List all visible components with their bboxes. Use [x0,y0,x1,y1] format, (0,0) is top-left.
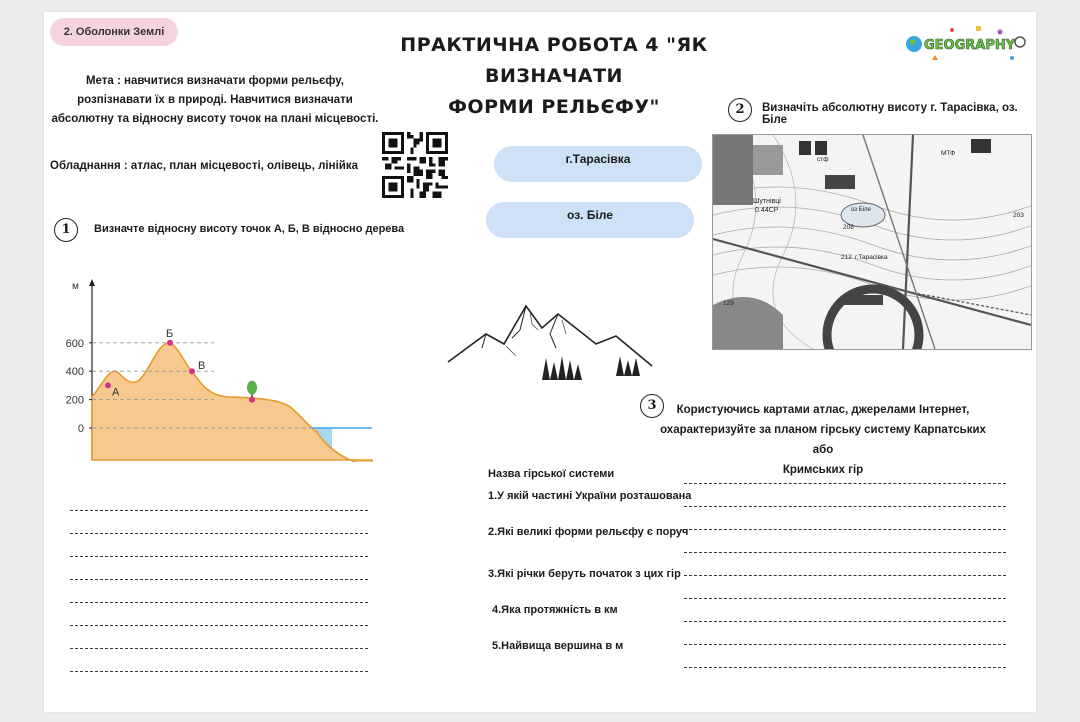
task3-answer-lines [684,482,1006,689]
task3-line-2: охарактеризуйте за планом гірську систему Карпатських або [660,424,986,456]
answer-line[interactable] [684,643,1006,645]
question-2: 2.Які великі форми рельєфу є поруч [488,526,689,538]
y-tick-label: 200 [65,394,84,407]
task3-number: 3 [640,394,664,418]
answer-line[interactable] [70,626,368,649]
map-label: оз Біле [851,207,871,213]
equipment-text: Обладнання : атлас, план місцевості, олівець, лінійка [50,160,358,172]
map-label: 129 [723,300,734,307]
point-marker [105,382,111,388]
map-label: г.Тарасівка [855,254,888,261]
answer-line[interactable] [684,551,1006,553]
y-tick-label: 400 [65,366,84,379]
section-badge: 2. Оболонки Землі [50,18,178,46]
answer-line[interactable] [70,649,368,672]
worksheet-page [44,12,1036,712]
map-label: стф [817,156,829,163]
task1-instruction: Визначте відносну висоту точок А, Б, В відносно дерева [94,223,405,235]
task3-instruction [650,400,996,480]
task2-instruction: Визначіть абсолютну висоту г. Тарасівка, оз. Біле [762,102,1018,126]
point-label: А [112,386,120,399]
answer-line[interactable] [70,488,368,511]
relief-profile-chart [54,272,374,462]
task3-line-1: Користуючись картами атлас, джерелами Інтернет, [676,404,970,416]
answer-line[interactable] [684,482,1006,484]
answer-field-tarasivka[interactable]: г.Тарасівка [494,146,702,182]
svg-text:GEOGRAPHY: GEOGRAPHY [924,38,1016,53]
answer-line[interactable] [684,666,1006,668]
task2-number: 2 [728,98,752,122]
answer-line[interactable] [684,505,1006,507]
point-marker [249,397,255,403]
geography-logo [902,22,1027,66]
y-tick-label: 600 [65,337,84,350]
tree-icon [247,381,257,395]
question-4: 4.Яка протяжність в км [492,604,618,616]
task1-number: 1 [54,218,78,242]
map-label: 208 [843,224,854,231]
answer-line[interactable] [70,603,368,626]
y-axis-label: м [72,281,79,292]
map-label: 203 [1013,212,1024,219]
map-label: 0.44СР [755,207,779,214]
answer-field-bile-lake[interactable]: оз. Біле [486,202,694,238]
question-3: 3.Які річки беруть початок з цих гір [488,568,681,580]
answer-line[interactable] [684,597,1006,599]
qr-code[interactable] [382,132,448,198]
map-label: 212 [841,254,852,261]
answer-line[interactable] [70,534,368,557]
goal-text: Мета : навчитися визначати форми рельєфу, розпізнавати їх в природі. Навчитися визначати абсолютну та відносну висоту точок на плані місцевості. [51,75,379,125]
question-5: 5.Найвища вершина в м [492,640,624,652]
answer-line[interactable] [70,557,368,580]
map-label: Шутнівці [753,198,781,205]
point-label: В [198,360,206,373]
answer-line[interactable] [70,580,368,603]
point-marker [167,340,173,346]
title-line-2: ФОРМИ РЕЛЬЄФУ" [448,96,660,118]
map-label: МТФ [941,150,956,157]
answer-line[interactable] [70,511,368,534]
y-axis-arrow [89,279,95,286]
answer-line[interactable] [684,528,1006,530]
topographic-map [712,134,1032,350]
y-tick-label: 0 [77,423,84,435]
question-1: 1.У якій частині України розташована [488,490,692,502]
answer-line[interactable] [684,620,1006,622]
mountain-system-name-label: Назва гірської системи [488,468,615,480]
mountains-illustration [446,300,658,384]
task3-line-3: Кримських гір [782,464,864,476]
task1-answer-lines [70,488,368,672]
point-label: Б [166,327,174,340]
answer-line[interactable] [684,574,1006,576]
page-title [364,30,744,123]
title-line-1: ПРАКТИЧНА РОБОТА 4 "ЯК ВИЗНАЧАТИ [400,34,708,87]
point-marker [189,368,195,374]
